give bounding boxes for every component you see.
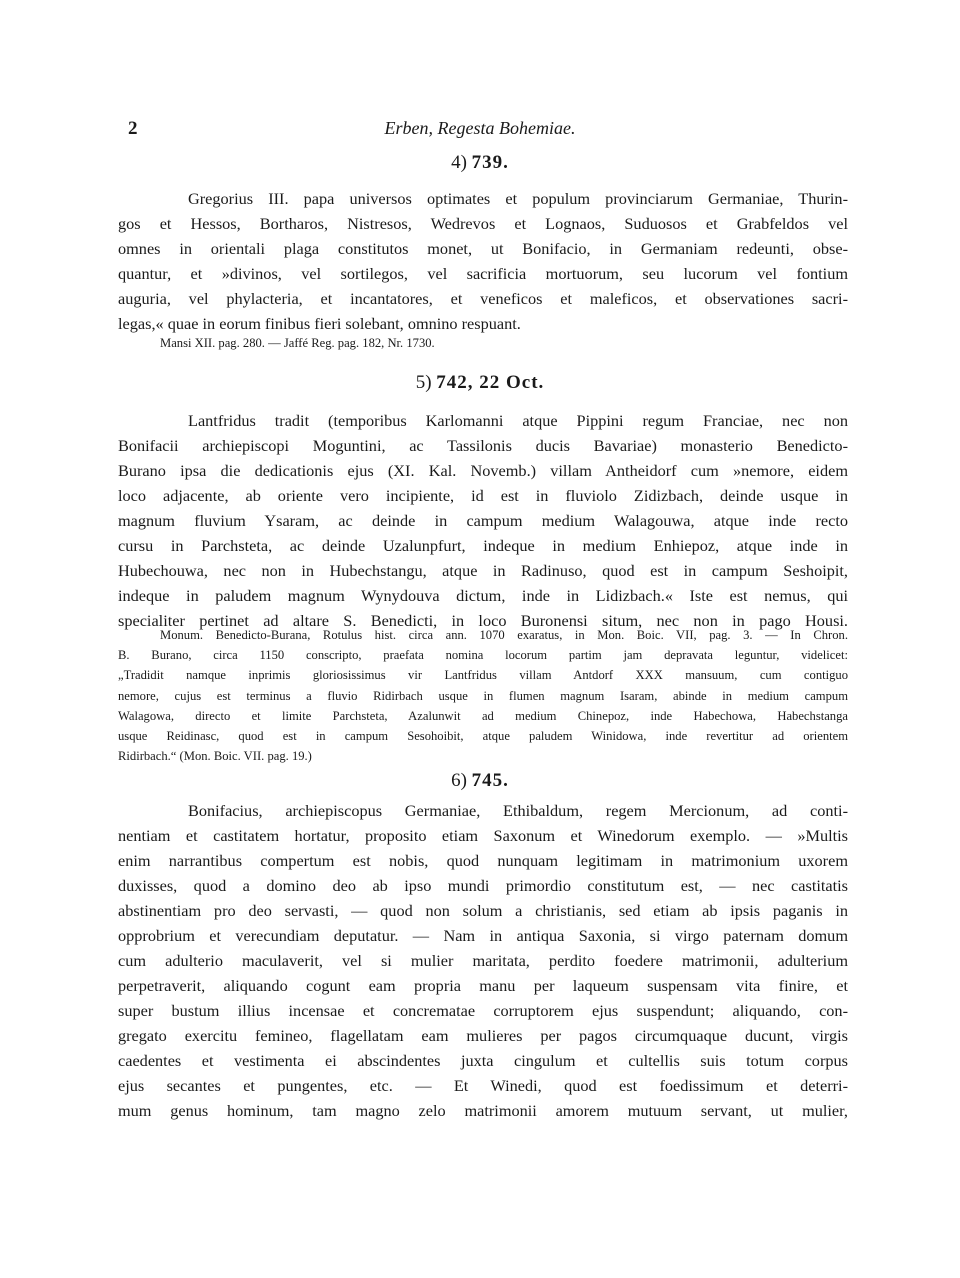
entry-number: 4) [451, 152, 467, 173]
text-line: loco adjacente, ab oriente vero incipiente, id est in fluviolo Zidizbach, deinde usque in [118, 486, 848, 505]
note-line: B. Burano, circa 1150 conscripto, praefata nomina locorum partim jam depravata leguntur, videlicet: [118, 648, 848, 663]
text-line: Bonifacius, archiepiscopus Germaniae, Ethibaldum, regem Mercionum, ad conti- [188, 801, 848, 820]
text-line: perpetraverit, aliquando cogunt eam propria manu per laqueum suspensam vita finire, et [118, 976, 848, 995]
text-line: Bonifacii archiepiscopi Moguntini, ac Tassilonis ducis Bavariae) monasterio Benedicto- [118, 436, 848, 455]
text-line: super bustum illius incensae et concrematae corruptorem ejus suspendunt; aliquando, con- [118, 1001, 848, 1020]
entry-number: 6) [451, 770, 467, 791]
note-line: Ridirbach.“ (Mon. Boic. VII. pag. 19.) [118, 749, 312, 764]
source-citation: Mansi XII. pag. 280. — Jaffé Reg. pag. 182, Nr. 1730. [160, 336, 435, 350]
page-number: 2 [128, 118, 138, 139]
text-line: indeque in paludem magnum Wynydouva dictum, inde in Lidizbach.« Iste est nemus, qui [118, 586, 848, 605]
note-line: Monum. Benedicto-Burana, Rotulus hist. circa ann. 1070 exaratus, in Mon. Boic. VII, pag. 3. — In Chron. [160, 628, 848, 642]
text-line: caedentes et vestimenta ei abscindentes juxta cingulum et cultellis suis totum corpus [118, 1051, 848, 1070]
text-line: cursu in Parchsteta, ac deinde Uzalunpfurt, indeque in medium Enhiepoz, atque inde in [118, 536, 848, 555]
running-title: Erben, Regesta Bohemiae. [384, 118, 576, 138]
text-line: mum genus hominum, tam magno zelo matrimonii amorem mutuum servant, ut mulier, [118, 1101, 848, 1120]
text-line: gregato exercitu femineo, flagellatam eam mulieres per pagos circumquaque ducunt, virgis [118, 1026, 848, 1045]
text-line: abstinentiam pro deo servasti, — quod non solum a christianis, sed etiam ab ipsis paganis in [118, 901, 848, 920]
text-line: legas,« quae in eorum finibus fieri solebant, omnino respuant. [118, 314, 521, 333]
text-line: omnes in orientali plaga constitutos monet, ut Bonifacio, in Germaniam redeunti, obse- [118, 239, 848, 258]
entry-text [118, 186, 848, 336]
text-line: duxisses, quod a domino deo ab ipso mundi primordio constitutum est, — nec castitatis [118, 876, 848, 895]
text-line: Hubechouwa, nec non in Hubechstangu, atque in Radinuso, quod est in campum Seshoipit, [118, 561, 848, 580]
note-line: Walagowa, directo et limite Parchsteta, Azalunwit ad medium Chinepoz, inde Habechowa, Habechstanga [118, 708, 848, 723]
entry-heading [0, 372, 960, 394]
running-head [0, 118, 960, 144]
text-line: nentiam et castitatem hortatur, proposito etiam Saxonum et Winedorum exemplo. — »Multis [118, 826, 848, 845]
note-line: nemore, cujus est terminus a fluvio Ridirbach usque in flumen magnum Isaram, abinde in medium campum [118, 688, 848, 703]
text-line: cum adulterio maculaverit, vel si mulier maritata, perdito foedere matrimonii, adulterium [118, 951, 848, 970]
text-line: Burano ipsa die dedicationis ejus (XI. Kal. Novemb.) villam Antheidorf cum »nemore, eidem [118, 461, 848, 480]
entry-date: 739. [471, 152, 509, 173]
text-line: specialiter pertinet ad altare S. Benedicti, in loco Buronensi situm, nec non in pago Housi. [118, 611, 848, 630]
note-line: „Tradidit namque inprimis gloriosissimus vir Lantfridus villam Antdorf XXX mansuum, cum contiguo [118, 668, 848, 683]
text-line: enim narrantibus compertum est nobis, quod nunquam legitimam in matrimonium uxorem [118, 851, 848, 870]
text-line: quantur, et »divinos, vel sortilegos, vel sacrificia mortuorum, seu lucorum vel fontium [118, 264, 848, 283]
text-line: magnum fluvium Ysaram, ac deinde in campum medium Walagouwa, atque inde recto [118, 511, 848, 530]
entry-date: 745. [471, 770, 509, 791]
note-line: usque Reidinasc, quod est in campum Sesohoibit, atque paludem Winidowa, inde revertitur ad orientem [118, 729, 848, 744]
entry-number: 5) [415, 372, 432, 393]
entry-date: 742, 22 Oct. [436, 372, 545, 393]
text-line: opprobrium et verecundiam deputatur. — Nam in antiqua Saxonia, si virgo paternam domum [118, 926, 848, 945]
footnote [118, 625, 848, 766]
text-line: gos et Hessos, Bortharos, Nistresos, Wedrevos et Lognaos, Suduosos et Grabfeldos vel [118, 214, 848, 233]
entry-heading [0, 770, 960, 792]
text-line: auguria, vel phylacteria, et incantatores, et veneficos et maleficos, et observationes sacri- [118, 289, 848, 308]
entry-heading [0, 152, 960, 174]
text-line: Lantfridus tradit (temporibus Karlomanni atque Pippini regum Franciae, nec non [188, 411, 848, 430]
entry-text [118, 408, 848, 633]
text-line: ejus secantes et pungentes, etc. — Et Winedi, quod est foedissimum et deterri- [118, 1076, 848, 1095]
entry-text [118, 798, 848, 1123]
text-line: Gregorius III. papa universos optimates et populum provinciarum Germaniae, Thurin- [188, 189, 848, 208]
